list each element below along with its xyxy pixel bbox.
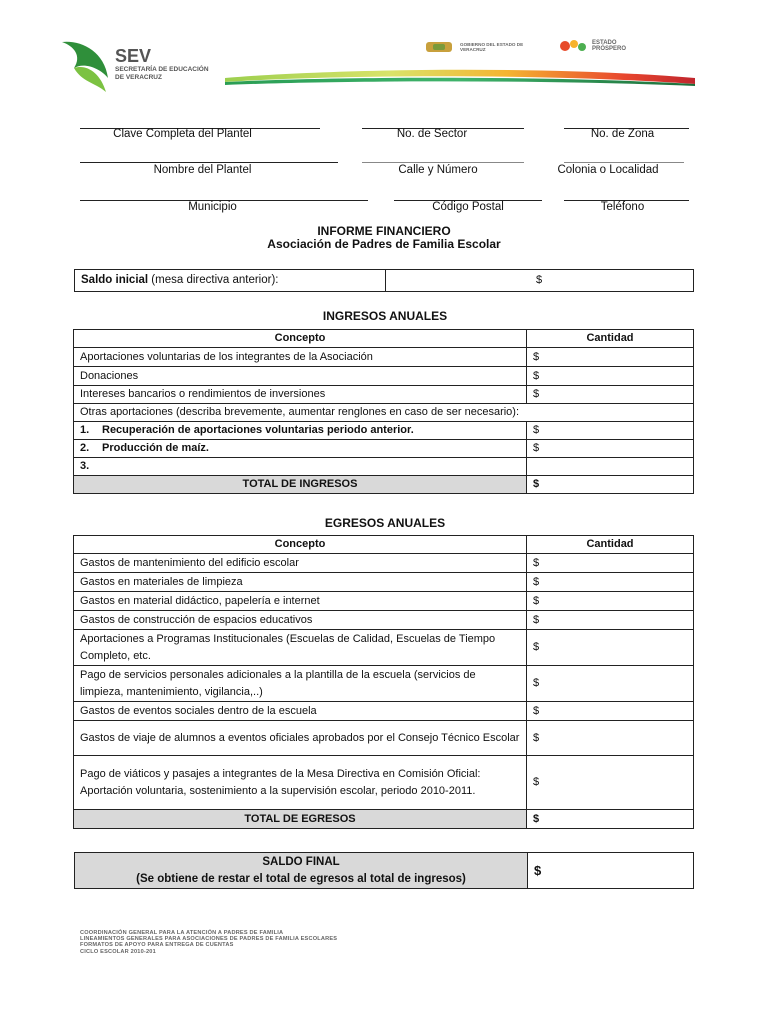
estado-prospero-logo bbox=[558, 38, 658, 54]
table-row bbox=[74, 592, 694, 611]
calle-label: Calle y Número bbox=[398, 164, 478, 176]
nombre-line[interactable] bbox=[80, 162, 338, 163]
sev-line1: SECRETARÍA DE EDUCACIÓN bbox=[115, 66, 209, 73]
ingresos-total-label: TOTAL DE INGRESOS bbox=[74, 476, 527, 494]
egresos-amount[interactable]: $ bbox=[527, 554, 694, 573]
ingresos-item-2: 2. Producción de maíz. bbox=[74, 440, 527, 458]
ingresos-heading: INGRESOS ANUALES bbox=[322, 309, 448, 323]
sev-leaf-icon bbox=[60, 38, 120, 93]
egresos-col-cantidad: Cantidad bbox=[527, 536, 694, 554]
egresos-amount[interactable]: $ bbox=[527, 573, 694, 592]
egresos-table bbox=[73, 535, 694, 829]
ingresos-amount[interactable]: $ bbox=[527, 440, 694, 458]
egresos-amount[interactable]: $ bbox=[527, 702, 694, 721]
calle-line[interactable] bbox=[362, 162, 524, 163]
egresos-amount[interactable]: $ bbox=[527, 756, 694, 810]
egresos-heading: EGRESOS ANUALES bbox=[324, 516, 446, 530]
clave-label: Clave Completa del Plantel bbox=[113, 128, 252, 140]
table-row bbox=[74, 702, 694, 721]
saldo-final-label-cell bbox=[75, 853, 528, 889]
table-row bbox=[74, 386, 694, 404]
ingresos-amount[interactable]: $ bbox=[527, 386, 694, 404]
saldo-final-amount[interactable]: $ bbox=[528, 853, 694, 889]
egresos-concepto: Pago de servicios personales adicionales a la plantilla de la escuela (servicios de limpieza, mantenimiento, vigilancia,..) bbox=[74, 666, 527, 702]
estado-text2: PRÓSPERO bbox=[592, 46, 627, 52]
ingresos-concepto: Donaciones bbox=[74, 367, 527, 386]
table-row bbox=[74, 554, 694, 573]
report-subtitle: Asociación de Padres de Familia Escolar bbox=[267, 237, 501, 251]
cp-label: Código Postal bbox=[432, 201, 504, 213]
ingresos-item-3: 3. bbox=[74, 458, 527, 476]
telefono-label: Teléfono bbox=[600, 201, 645, 213]
table-row bbox=[74, 348, 694, 367]
saldo-final-table bbox=[74, 852, 694, 889]
egresos-concepto: Gastos de mantenimiento del edificio escolar bbox=[74, 554, 527, 573]
gov-text: GOBIERNO DEL ESTADO DE VERACRUZ bbox=[460, 42, 524, 52]
egresos-amount[interactable]: $ bbox=[527, 611, 694, 630]
sev-line2: DE VERACRUZ bbox=[115, 74, 162, 81]
egresos-amount[interactable]: $ bbox=[527, 630, 694, 666]
saldo-final-label: SALDO FINAL bbox=[262, 855, 340, 868]
ingresos-col-concepto: Concepto bbox=[74, 330, 527, 348]
egresos-amount[interactable]: $ bbox=[527, 666, 694, 702]
zona-label: No. de Zona bbox=[590, 128, 655, 140]
ingresos-total-row bbox=[74, 476, 694, 494]
egresos-concepto: Gastos en materiales de limpieza bbox=[74, 573, 527, 592]
footer-line2: LINEAMIENTOS GENERALES PARA ASOCIACIONES DE PADRES DE FAMILIA ESCOLARES bbox=[80, 936, 338, 943]
egresos-total-amount[interactable]: $ bbox=[527, 810, 694, 829]
ingresos-concepto: Aportaciones voluntarias de los integrantes de la Asociación bbox=[74, 348, 527, 367]
colonia-label: Colonia o Localidad bbox=[557, 164, 659, 176]
saldo-inicial-amount[interactable]: $ bbox=[386, 270, 694, 292]
saldo-inicial-label: Saldo inicial (mesa directiva anterior): bbox=[75, 270, 386, 292]
nombre-label: Nombre del Plantel bbox=[153, 164, 252, 176]
table-row bbox=[74, 611, 694, 630]
table-row bbox=[74, 573, 694, 592]
ingresos-amount[interactable]: $ bbox=[527, 367, 694, 386]
header-banner-swoosh bbox=[225, 64, 695, 88]
table-row bbox=[74, 422, 694, 440]
colonia-line[interactable] bbox=[564, 162, 684, 163]
ingresos-total-amount[interactable]: $ bbox=[527, 476, 694, 494]
table-row bbox=[74, 367, 694, 386]
egresos-amount[interactable]: $ bbox=[527, 721, 694, 756]
ingresos-table bbox=[73, 329, 694, 494]
ingresos-amount-empty[interactable] bbox=[527, 458, 694, 476]
sev-abbr: SEV bbox=[115, 46, 152, 66]
egresos-concepto: Gastos en material didáctico, papelería e internet bbox=[74, 592, 527, 611]
ingresos-col-cantidad: Cantidad bbox=[527, 330, 694, 348]
egresos-total-label: TOTAL DE EGRESOS bbox=[74, 810, 527, 829]
ingresos-amount[interactable]: $ bbox=[527, 422, 694, 440]
table-row bbox=[74, 666, 694, 702]
ingresos-item-1: 1. Recuperación de aportaciones voluntarias periodo anterior. bbox=[74, 422, 527, 440]
saldo-inicial-table bbox=[74, 269, 694, 292]
table-row bbox=[74, 440, 694, 458]
egresos-concepto: Gastos de viaje de alumnos a eventos oficiales aprobados por el Consejo Técnico Escolar bbox=[74, 721, 527, 756]
egresos-col-concepto: Concepto bbox=[74, 536, 527, 554]
table-row bbox=[74, 404, 694, 422]
footer-line4: CICLO ESCOLAR 2010-201 bbox=[80, 948, 156, 955]
egresos-amount[interactable]: $ bbox=[527, 592, 694, 611]
table-row bbox=[74, 721, 694, 756]
table-row bbox=[74, 458, 694, 476]
footer-line1: COORDINACIÓN GENERAL PARA LA ATENCIÓN A PADRES DE FAMILIA bbox=[80, 930, 284, 936]
ingresos-concepto: Intereses bancarios o rendimientos de inversiones bbox=[74, 386, 527, 404]
egresos-total-row bbox=[74, 810, 694, 829]
egresos-concepto: Pago de viáticos y pasajes a integrantes de la Mesa Directiva en Comisión Oficial: Aportación voluntaria, sostenimiento a la supervisión escolar, periodo 2010-2011. bbox=[74, 756, 527, 810]
ingresos-amount[interactable]: $ bbox=[527, 348, 694, 367]
egresos-concepto: Gastos de eventos sociales dentro de la escuela bbox=[74, 702, 527, 721]
footer-line3: FORMATOS DE APOYO PARA ENTREGA DE CUENTAS bbox=[80, 942, 234, 949]
footer-text bbox=[80, 930, 337, 955]
municipio-label: Municipio bbox=[188, 201, 237, 213]
egresos-concepto: Gastos de construcción de espacios educativos bbox=[74, 611, 527, 630]
table-row bbox=[74, 630, 694, 666]
sector-label: No. de Sector bbox=[396, 128, 468, 140]
estado-text1: ESTADO bbox=[592, 40, 617, 46]
saldo-final-note: (Se obtiene de restar el total de egresos al total de ingresos) bbox=[136, 872, 466, 885]
sev-logo bbox=[60, 38, 230, 93]
table-row bbox=[74, 756, 694, 810]
report-title: INFORME FINANCIERO bbox=[317, 224, 451, 238]
egresos-concepto: Aportaciones a Programas Institucionales (Escuelas de Calidad, Escuelas de Tiempo Completo, etc. bbox=[74, 630, 527, 666]
ingresos-otras: Otras aportaciones (describa brevemente, aumentar renglones en caso de ser necesario): bbox=[74, 404, 694, 422]
estado-prospero-icon bbox=[558, 38, 590, 54]
coat-of-arms-icon bbox=[424, 40, 454, 54]
gov-veracruz-logo bbox=[424, 40, 544, 54]
